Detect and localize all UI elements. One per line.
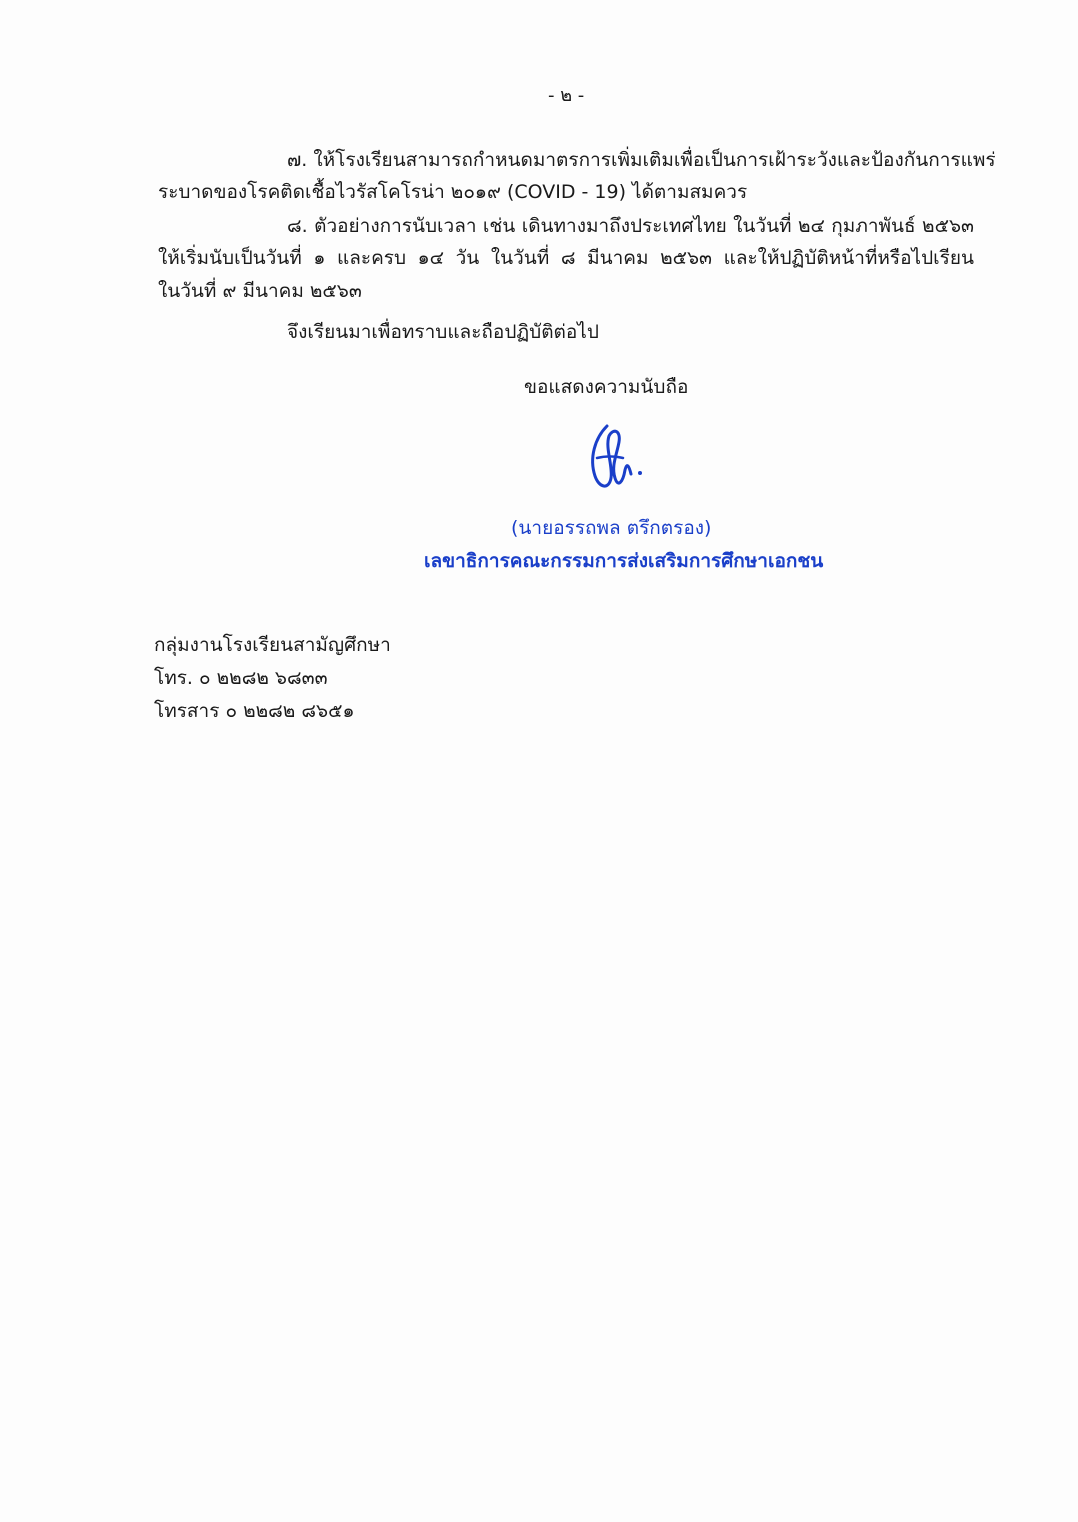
signature-icon <box>585 418 645 498</box>
signatory-name: (นายอรรถพล ตรึกตรอง) <box>511 517 712 539</box>
signatory-position: เลขาธิการคณะกรรมการส่งเสริมการศึกษาเอกชน <box>424 550 824 572</box>
item-8-line-1: ๘. ตัวอย่างการนับเวลา เช่น เดินทางมาถึงประเทศไทย ในวันที่ ๒๔ กุมภาพันธ์ ๒๕๖๓ <box>287 215 974 237</box>
item-7-line-2: ระบาดของโรคติดเชื้อไวรัสโคโรน่า ๒๐๑๙ (COVID - 19) ได้ตามสมควร <box>158 181 748 203</box>
item-8-line-2: ให้เริ่มนับเป็นวันที่ ๑ และครบ ๑๔ วัน ในวันที่ ๘ มีนาคม ๒๕๖๓ และให้ปฏิบัติหน้าที่หรือไปเรียน <box>158 247 974 269</box>
item-8-line-3: ในวันที่ ๙ มีนาคม ๒๕๖๓ <box>158 280 362 302</box>
contact-fax: โทรสาร ๐ ๒๒๘๒ ๘๖๕๑ <box>154 700 355 722</box>
page-number: - ๒ - <box>548 85 585 106</box>
contact-phone: โทร. ๐ ๒๒๘๒ ๖๘๓๓ <box>154 667 328 689</box>
closing-sentence: จึงเรียนมาเพื่อทราบและถือปฏิบัติต่อไป <box>287 321 599 343</box>
salutation: ขอแสดงความนับถือ <box>524 376 689 398</box>
item-7-line-1: ๗. ให้โรงเรียนสามารถกำหนดมาตรการเพิ่มเติมเพื่อเป็นการเฝ้าระวังและป้องกันการแพร่ <box>287 149 996 171</box>
contact-department: กลุ่มงานโรงเรียนสามัญศึกษา <box>154 634 391 656</box>
